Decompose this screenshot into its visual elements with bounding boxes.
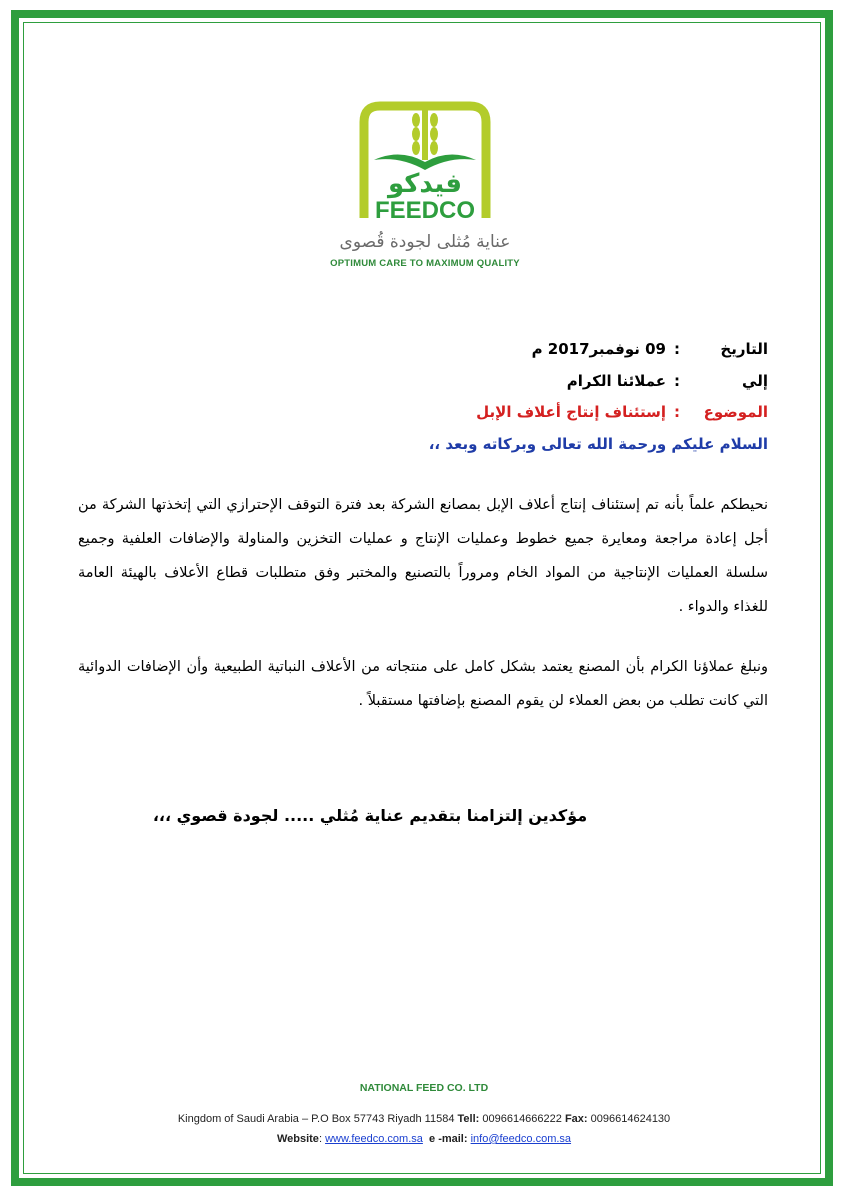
- footer-company-name: NATIONAL FEED CO. LTD: [359, 1082, 489, 1094]
- footer-address-line: [0, 1113, 848, 1125]
- website-link[interactable]: www.feedco.com.sa: [325, 1133, 423, 1145]
- footer-tel-label: Tell:: [457, 1113, 480, 1125]
- date-line: [248, 340, 768, 358]
- footer-web-line: Website: www.feedco.com.sa e -mail: info@feedco.com.sa: [276, 1133, 572, 1145]
- tagline-english: OPTIMUM CARE TO MAXIMUM QUALITY: [330, 258, 520, 269]
- subject-label: الموضوع: [703, 403, 768, 421]
- to-separator: :: [674, 372, 680, 390]
- email-link[interactable]: info@feedco.com.sa: [470, 1133, 572, 1145]
- date-value: 09 نوفمبر2017 م: [531, 340, 666, 358]
- footer-fax: 0096614624130: [590, 1113, 671, 1125]
- footer-website-label: Website: [276, 1133, 319, 1145]
- footer-fax-label: Fax:: [564, 1113, 588, 1125]
- to-label: إلي: [742, 372, 768, 390]
- paragraph-1: نحيطكم علماً بأنه تم إستئناف إنتاج أعلاف الإبل بمصانع الشركة بعد فترة التوقف الإحترازي التي إتخذتها الشركة من أجل إعادة مراجعة ومعايرة جميع خطوط وعمليات الإنتاج و عمليات التخزين والمناولة والإضافات العلفية وجميع سلسلة العمليات الإنتاجية من المواد الخام ومروراً بالتصنيع والمختبر وفق متطلبات قطاع الأعلاف بالهيئة العامة للغذاء والدواء .: [78, 497, 768, 615]
- logo-brand-en: FEEDCO: [374, 197, 476, 224]
- subject-value: إستئناف إنتاج أعلاف الإبل: [476, 403, 666, 421]
- subject-line: [248, 403, 768, 421]
- date-separator: :: [674, 340, 680, 358]
- paragraph-2: ونبلغ عملاؤنا الكرام بأن المصنع يعتمد بشكل كامل على منتجاته من الأعلاف النباتية الطبيعية وأن الإضافات الدوائية التي كانت تطلب من بعض العملاء لن يقوم المصنع بإضافتها مستقبلاً .: [78, 659, 768, 709]
- footer-address: Kingdom of Saudi Arabia – P.O Box 57743 Riyadh 11584: [177, 1113, 455, 1125]
- greeting: السلام عليكم ورحمة الله تعالى وبركاته وبعد ،،: [428, 435, 768, 453]
- logo-brand-ar: فيدكو: [387, 169, 463, 199]
- feedco-logo: [350, 100, 500, 225]
- footer-email-label: e -mail:: [429, 1133, 468, 1145]
- subject-separator: :: [674, 403, 680, 421]
- wheat-icon: [374, 110, 476, 170]
- closing-statement: مؤكدين إلتزامنا بتقديم عناية مُثلي ..... لجودة قصوي ،،،: [152, 806, 588, 825]
- to-line: [248, 372, 768, 390]
- date-label: التاريخ: [720, 340, 768, 358]
- to-value: عملائنا الكرام: [566, 372, 666, 390]
- footer-tel: 0096614666222: [482, 1113, 562, 1125]
- tagline-arabic: عناية مُثلى لجودة قُصوى: [339, 232, 511, 252]
